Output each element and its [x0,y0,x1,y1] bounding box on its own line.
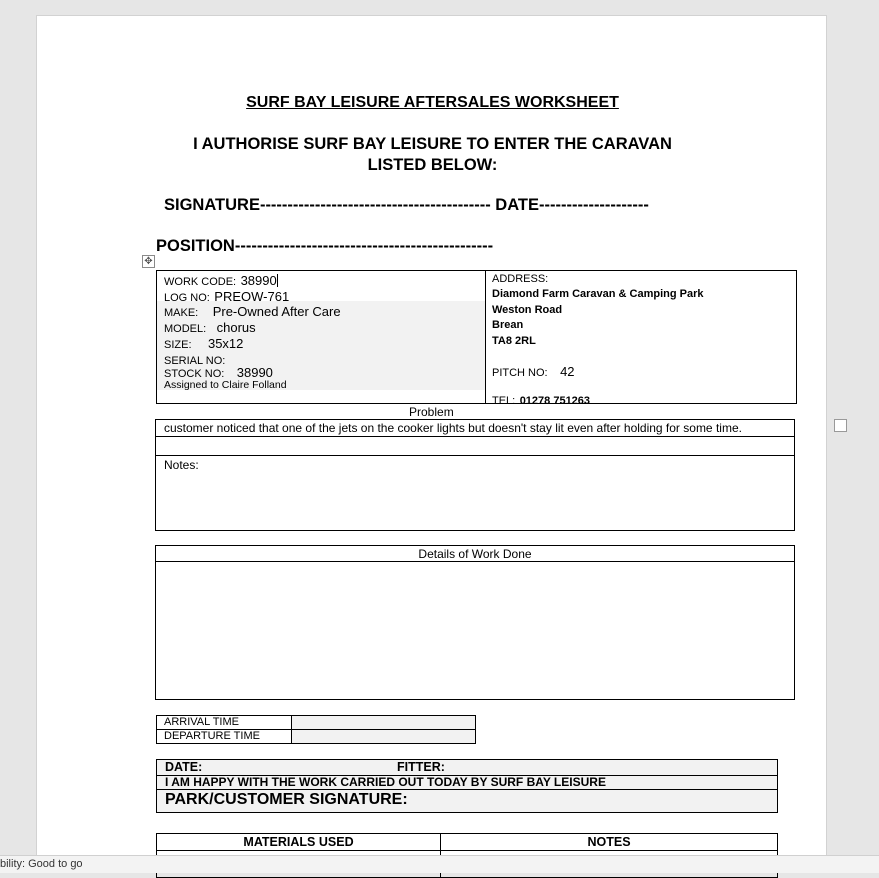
happy-statement: I AM HAPPY WITH THE WORK CARRIED OUT TODAY BY SURF BAY LEISURE [165,775,606,789]
authorisation-line-1: I AUTHORISE SURF BAY LEISURE TO ENTER THE CARAVAN [193,135,672,153]
stock-value[interactable]: 38990 [236,365,273,380]
signature-date-line: SIGNATURE------------------------------------------ DATE-------------------- [164,196,649,214]
tel-label: TEL: [492,395,516,407]
materials-notes-header: NOTES [587,835,631,849]
pitch-field[interactable] [492,363,575,381]
status-bar [0,855,879,873]
authorisation-line-2: LISTED BELOW: [367,156,498,174]
address-line-2: Weston Road [492,304,563,316]
tel-field[interactable] [492,391,590,409]
table-resize-handle[interactable] [834,419,847,432]
accessibility-status[interactable]: bility: Good to go [0,858,83,870]
work-done-divider [156,561,794,562]
work-code-value[interactable]: 38990 [240,273,277,288]
date-label[interactable]: DATE: [165,760,203,774]
signoff-row-divider-2 [157,789,777,790]
table-divider [485,271,486,403]
work-code-label: WORK CODE: [164,276,237,288]
time-table [156,715,476,744]
model-label: MODEL: [164,323,207,335]
pitch-label: PITCH NO: [492,367,548,379]
materials-used-header: MATERIALS USED [243,835,354,849]
stock-label: STOCK NO: [164,368,225,380]
pitch-value[interactable]: 42 [560,364,575,379]
text-cursor [277,274,278,287]
work-done-table [155,545,795,700]
size-value[interactable]: 35x12 [207,336,244,351]
customer-signature-label[interactable]: PARK/CUSTOMER SIGNATURE: [165,791,408,808]
move-cross-icon[interactable]: ✥ [142,255,155,268]
problem-row-divider [156,436,794,437]
problem-header: Problem [409,405,454,419]
caravan-details-table [156,270,797,407]
arrival-time-label: ARRIVAL TIME [164,716,239,728]
make-label: MAKE: [164,307,199,319]
document-page[interactable] [36,15,827,872]
work-done-header: Details of Work Done [418,547,532,561]
log-no-value[interactable]: PREOW-761 [214,289,290,304]
notes-row-divider [156,455,794,456]
assigned-to-text: Assigned to Claire Folland [164,379,287,391]
position-line: POSITION----------------------------------------------- [156,237,494,255]
model-value[interactable]: chorus [216,320,256,335]
materials-header-divider [157,850,777,851]
log-no-label: LOG NO: [164,292,210,304]
address-label: ADDRESS: [492,273,549,285]
fitter-label[interactable]: FITTER: [397,760,445,774]
address-line-1: Diamond Farm Caravan & Camping Park [492,288,704,300]
address-line-3: Brean [492,319,524,331]
problem-description[interactable]: customer noticed that one of the jets on the cooker lights but doesn't stay lit even after holding for some time. [164,421,742,435]
document-title: SURF BAY LEISURE AFTERSALES WORKSHEET [246,94,619,111]
serial-label: SERIAL NO: [164,355,226,367]
problem-table [155,419,795,531]
authorisation-statement [37,134,828,176]
signoff-table [156,759,778,813]
address-line-4: TA8 2RL [492,335,536,347]
departure-time-label: DEPARTURE TIME [164,730,260,742]
tel-value[interactable]: 01278 751263 [519,395,591,407]
make-value[interactable]: Pre-Owned After Care [212,304,341,319]
size-label: SIZE: [164,339,192,351]
notes-label[interactable]: Notes: [164,458,199,472]
